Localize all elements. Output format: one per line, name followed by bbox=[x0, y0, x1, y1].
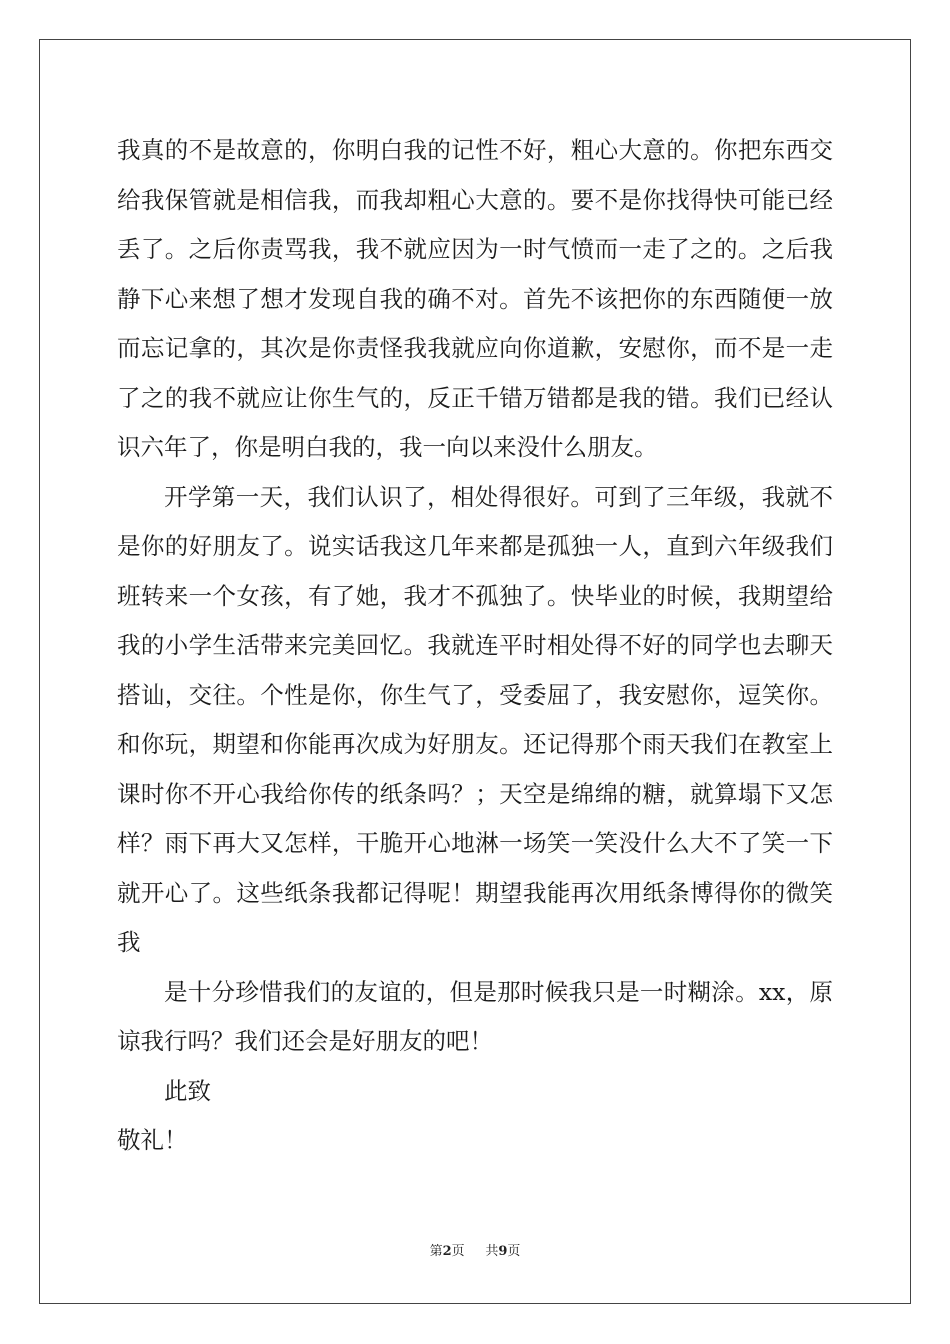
text-line: 我的小学生活带来完美回忆。我就连平时相处得不好的同学也去聊天 bbox=[117, 631, 833, 659]
text-line: 是十分珍惜我们的友谊的，但是那时候我只是一时糊涂。xx，原 bbox=[164, 977, 833, 1006]
text-line: 样？雨下再大又怎样，干脆开心地淋一场笑一笑没什么大不了笑一下 bbox=[117, 829, 833, 857]
text-line: 是你的好朋友了。说实话我这几年来都是孤独一人，直到六年级我们 bbox=[117, 532, 833, 560]
page-number: 2 bbox=[442, 1244, 452, 1259]
text-line: 开学第一天，我们认识了，相处得很好。可到了三年级，我就不 bbox=[164, 482, 833, 511]
text-line: 而忘记拿的，其次是你责怪我我就应向你道歉，安慰你，而不是一走 bbox=[117, 334, 833, 362]
letter-body bbox=[117, 126, 833, 1166]
text-line: 搭讪，交往。个性是你，你生气了，受委屈了，我安慰你，逗笑你。 bbox=[117, 680, 833, 709]
text-line: 课时你不开心我给你传的纸条吗？；天空是绵绵的糖，就算塌下又怎 bbox=[117, 779, 833, 808]
text-line: 给我保管就是相信我，而我却粗心大意的。要不是你找得快可能已经 bbox=[117, 185, 833, 214]
closing-regards: 敬礼！ bbox=[117, 1126, 188, 1154]
text-line: 我 bbox=[117, 928, 141, 956]
text-line: 丢了。之后你责骂我，我不就应因为一时气愤而一走了之的。之后我 bbox=[117, 235, 833, 263]
text-line: 静下心来想了想才发现自我的确不对。首先不该把你的东西随便一放 bbox=[117, 284, 833, 313]
text-line: 班转来一个女孩，有了她，我才不孤独了。快毕业的时候，我期望给 bbox=[117, 581, 833, 610]
text-line: 和你玩，期望和你能再次成为好朋友。还记得那个雨天我们在教室上 bbox=[117, 730, 833, 758]
text-line: 我真的不是故意的，你明白我的记性不好，粗心大意的。你把东西交 bbox=[117, 136, 833, 164]
page-suffix: 页 bbox=[451, 1244, 465, 1259]
text-line: 谅我行吗？我们还会是好朋友的吧！ bbox=[117, 1027, 493, 1055]
text-line: 了之的我不就应让你生气的，反正千错万错都是我的错。我们已经认 bbox=[117, 383, 833, 412]
total-prefix: 共 bbox=[485, 1244, 499, 1259]
page-footer bbox=[0, 1240, 950, 1259]
total-pages: 9 bbox=[498, 1244, 508, 1259]
page-indicator bbox=[430, 1240, 465, 1259]
total-suffix: 页 bbox=[507, 1244, 521, 1259]
closing-salutation: 此致 bbox=[164, 1076, 211, 1105]
text-line: 识六年了，你是明白我的，我一向以来没什么朋友。 bbox=[117, 433, 658, 461]
text-line: 就开心了。这些纸条我都记得呢！期望我能再次用纸条博得你的微笑 bbox=[117, 878, 833, 907]
page-prefix: 第 bbox=[429, 1244, 443, 1259]
total-pages-indicator bbox=[485, 1240, 520, 1259]
